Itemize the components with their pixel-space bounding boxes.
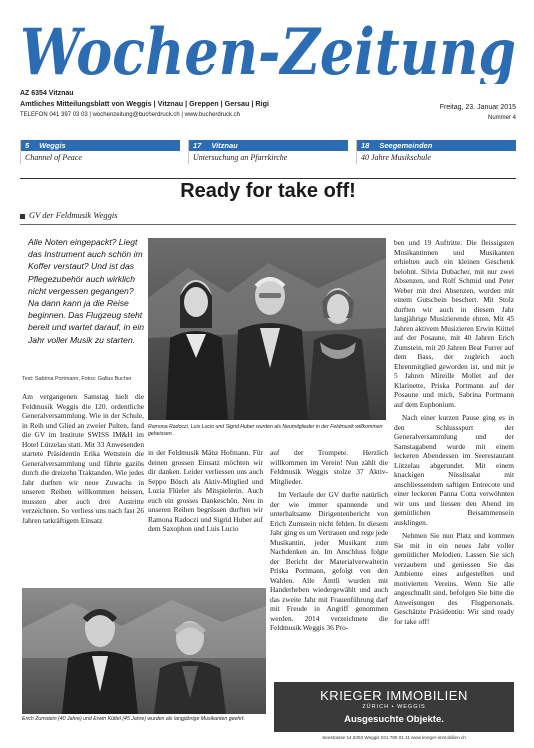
ad-slogan: Ausgesuchte Objekte.: [344, 714, 444, 725]
article-byline: GV der Feldmusik Weggis: [20, 210, 118, 220]
logo-text: Wochen-Zeitung: [20, 15, 516, 84]
photo-caption: Erich Zumstein (40 Jahre) und Erwin Küttel (45 Jahre) wurden als langjährige Musikanten geehrt.: [22, 716, 245, 722]
paragraph: ben und 19 Auftritte. Die fleissigsten Musikantinnen und Musikanten erhielten auch ein kleinen Geschenk belohnt. Silvia Dubacher, mit nur zwei Absenzen, und Rolf Schmid und Peter Weber mit drei Absenzen, wurden mit einem Gutschein beschert. Mit Stolz durften wir auch in diesem Jahr langjährige Musizierende ehren. Mit 45 Jahren aktivem Musizieren Erwin Küttel auf der Posaune, mit 40 Jahren Erich Zumstein, mit 20 Jahren Beat Furrer auf dem Bass, der zugleich auch Ehrenmitglied geworden ist, und mit je 5 Jahren Mireille Mollet auf der Klarinette, Priska Portmann auf der Posaune und mich, Sabrina Portmann auf dem Euphonium.: [394, 238, 514, 409]
postal-code: AZ 6354 Vitznau: [20, 90, 74, 97]
ad-brand: KRIEGER IMMOBILIEN: [320, 688, 468, 703]
teaser-text: Untersuchung an Pfarrkirche: [193, 153, 288, 162]
article-credit: Text: Sabrina Portmann, Fotos: Gallus Bucher: [22, 376, 132, 382]
teaser-tag: 5 Weggis: [21, 140, 180, 151]
newspaper-logo: [18, 12, 518, 84]
teaser-tag: 18 Seegemeinden: [357, 140, 516, 151]
teaser-text: Channel of Peace: [25, 153, 82, 162]
teaser-seegemeinden[interactable]: [356, 140, 516, 164]
paragraph: in der Feldmusik Mänz Hofmann. Für deinen grossen Einsatz möchten wir dir danken. Leider verliessen uns auch Seppo Bösch als Aktiv-Mitglied und Luzia Flüeler als Mitspielerin. Auch euch ein grosses Dankeschön. Neu in unseren Reihen begrüssen durften wir Ramona Radoczi und Sigrid Huber auf dem Saxophon und Luis Lucio: [148, 448, 263, 533]
teaser-bar: [20, 140, 516, 164]
issue-number: Nummer 4: [487, 115, 516, 121]
article-column-1: [22, 392, 144, 529]
ad-locations: ZÜRICH • WEGGIS: [362, 704, 426, 710]
article-headline: Ready for take off!: [180, 180, 356, 202]
photo-new-members: [148, 238, 386, 420]
official-gazette-line: Amtliches Mitteilungsblatt von Weggis | Vitznau | Greppen | Gersau | Rigi: [20, 99, 269, 108]
teaser-tag: 17 Vitznau: [189, 140, 348, 151]
paragraph: Im Verlaufe der GV durfte natürlich der wie immer spannende und unterhaltsame Dirigentenbericht von Erich Zumstein nicht fehlen. In diesem Jahr ging es um Vertrauen und rege jede Musikantin, jeder Musikant zum Nachdenken an. Im Anschluss folgte der Bericht der Materialverwalterin Priska Portmann, gefolgt von den Wahlen. Alle Ämtli wurden mit Handerheben wiedergewählt und auch das zweite Jahr mit Frauenführung darf mit Freude in Angriff genommen werden. 2014 verzeichnete die Feldmusik Weggis 36 Pro-: [270, 490, 388, 632]
divider: [20, 224, 516, 225]
article-column-4: [394, 238, 514, 630]
paragraph: auf der Trompete. Herzlich willkommen im Verein! Nun zählt die Feldmusik Weggis stolze 37 Aktiv-Mitglieder.: [270, 448, 388, 486]
advertisement-krieger-immobilien[interactable]: [274, 682, 514, 744]
issue-date: Freitag, 23. Januar 2015: [439, 104, 516, 111]
photo-caption: Ramona Radoczi, Luis Lucio und Sigrid Huber wurden als Neumitglieder in der Feldmusik willkommen geheissen.: [148, 424, 383, 437]
ad-contact: Seestrasse 14 6353 Weggis 041 780 01 11 www.krieger-immobilien.ch: [274, 732, 514, 744]
issue-info: [440, 104, 516, 121]
teaser-text: 40 Jahre Musikschule: [361, 153, 431, 162]
teaser-vitznau[interactable]: [188, 140, 348, 164]
masthead-meta: [20, 90, 269, 118]
contact-line: TELEFON 041 397 03 03 | wochenzeitung@bucherdruck.ch | www.bucherdruck.ch: [20, 112, 240, 118]
article-column-2: [148, 448, 263, 538]
photo-honored-members: [22, 588, 266, 714]
masthead: [14, 12, 524, 94]
divider: [20, 178, 516, 179]
paragraph: Nach einer kurzen Pause ging es in den Schlussspurt der Generalversammlung und der Samstagabend wurde mit einem leckeren Abendessen im Seerestaurant Lützelau abgerundet. Mit einem knackigen Nüsslisalat mit anschliessendem saftigen Entrecote und einer leckeren Panna Cotta verwöhnten wir uns und liessen den Abend im gemütlichen Beisammensein ausklingen.: [394, 413, 514, 527]
article-column-3: [270, 448, 388, 637]
teaser-weggis[interactable]: [20, 140, 180, 164]
paragraph: Am vergangenen Samstag hielt die Feldmusik Weggis die 120. ordentliche Generalversammlung. Wie in der Schule, in Reih und Glied an zweier Pulten, fand die GV im Institute SWISS IM&H im Hotel Lützelau statt. Mit 33 Anwesenden startete Präsidentin Erika Wettstein die Generalversammlung und führte gaziös durch die dreizehn Traktanden. Wie jedes Jahr durften wir neue Zuwachs in unseren Reihen willkommen heissen, mussten aber auch drei Austritte verzeichnen. So verliess uns nach fast 26 Jahren tatkräftigem Einsatz: [22, 392, 144, 525]
paragraph: Nehmen Sie nun Platz und kommen Sie mit in ein neues Jahr voller gemütlicher Melodien. Lassen Sie sich verzaubern und geniessen Sie das Ambiente eines aufgestellten und motivierten Vereins. Wenn Sie alle angeschnallt sind, befolgen Sie bitte die Anweisungen des Flugpersonals. Geschätzte Präsidentin: Wir sind ready for take off!: [394, 531, 514, 626]
article-lead: Alle Noten eingepackt? Liegt das Instrument auch schön im Koffer verstaut? Und ist das Pflegezubehör auch wirklich nicht vergessen gegangen? Na dann kann ja die Reise beginnen. Das Flugzeug steht bereit und wartet darauf, in ein Jahr voller Musik zu starten.: [28, 237, 145, 345]
square-bullet-icon: [20, 214, 25, 219]
